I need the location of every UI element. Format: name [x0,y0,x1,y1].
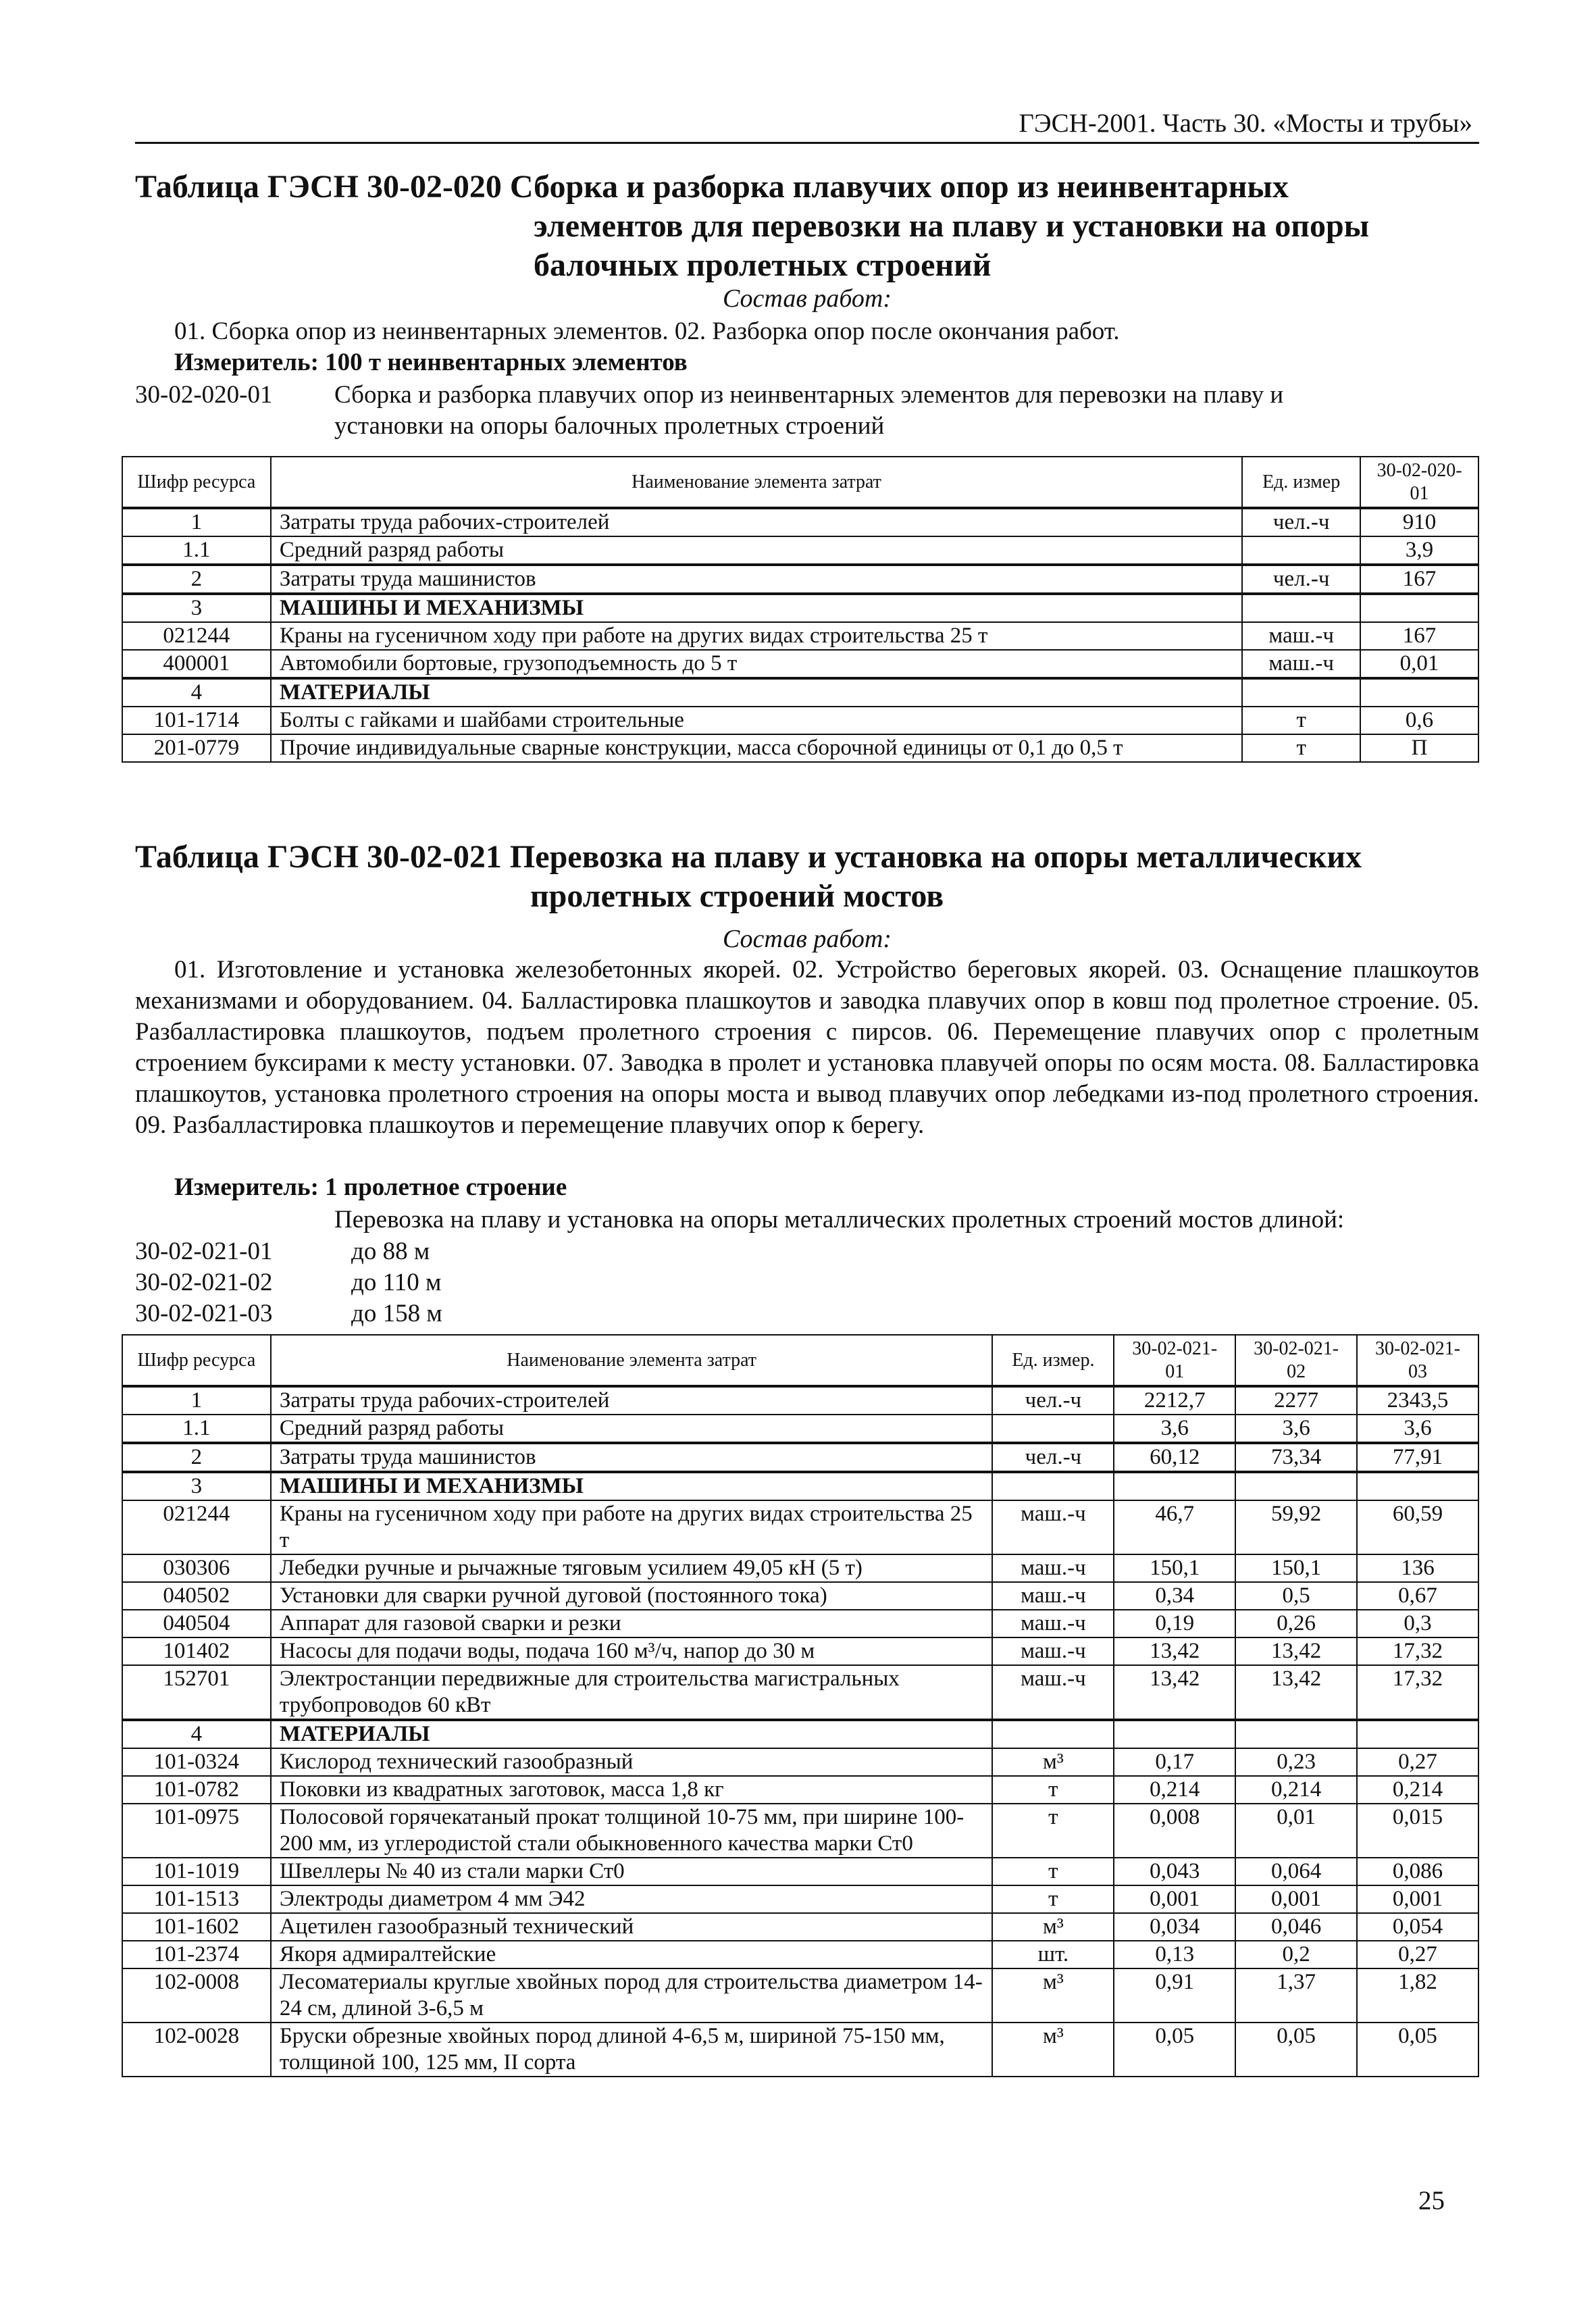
row-unit: маш.-ч [992,1665,1114,1720]
row-value: 167 [1360,622,1478,650]
row-value: 0,27 [1357,1941,1478,1968]
row-value: 167 [1360,565,1478,594]
row-code: 030306 [122,1554,271,1582]
row-value [1114,1472,1235,1500]
row-unit: м³ [992,1748,1114,1776]
row-value: 0,2 [1235,1941,1357,1968]
table-row [122,565,1478,594]
row-code: 101-1513 [122,1885,271,1913]
row-unit [992,1472,1114,1500]
row-name: Средний разряд работы [271,536,1242,565]
row-value [1357,1720,1478,1748]
row-name: Прочие индивидуальные сварные конструкции, масса сборочной единицы от 0,1 до 0,5 т [271,734,1242,762]
row-unit: т [992,1858,1114,1885]
row-unit: маш.-ч [1242,650,1360,678]
table2-header-name: Наименование элемента затрат [271,1335,993,1386]
row-unit: маш.-ч [992,1610,1114,1637]
row-value: 0,214 [1357,1776,1478,1804]
row-code: 1 [122,1386,271,1415]
row-code: 1 [122,508,271,536]
table2-item-desc: до 88 м [351,1238,430,1265]
table-row [122,1720,1478,1748]
row-value: 59,92 [1235,1500,1357,1554]
table2-item-code: 30-02-021-03 [135,1300,273,1327]
row-value: П [1360,734,1478,762]
row-value: 0,001 [1235,1885,1357,1913]
row-value: 77,91 [1357,1443,1478,1472]
row-value [1235,1472,1357,1500]
table-row [122,1500,1478,1554]
table1-header-col1: 30-02-020-01 [1360,457,1478,508]
page-number: 25 [1418,2186,1445,2215]
row-unit: м³ [992,1913,1114,1941]
row-value: 0,91 [1114,1968,1235,2023]
row-value: 0,67 [1357,1582,1478,1610]
row-value: 3,6 [1235,1415,1357,1443]
table-row [122,1776,1478,1804]
table2-item-code: 30-02-021-02 [135,1269,273,1296]
table-row [122,1472,1478,1500]
table-row [122,1610,1478,1637]
table1-header-code: Шифр ресурса [122,457,271,508]
row-code: 101-1714 [122,707,271,734]
row-value: 2212,7 [1114,1386,1235,1415]
row-unit: чел.-ч [1242,565,1360,594]
table-row [122,1415,1478,1443]
row-value: 17,32 [1357,1637,1478,1665]
row-unit: т [992,1885,1114,1913]
row-code: 4 [122,1720,271,1748]
table1-composition-text: 01. Сборка опор из неинвентарных элементов. 02. Разборка опор после окончания работ. [174,317,1120,345]
row-unit: т [992,1804,1114,1858]
row-value: 0,3 [1357,1610,1478,1637]
row-value [1114,1720,1235,1748]
row-value [1357,1472,1478,1500]
row-value: 13,42 [1114,1665,1235,1720]
table1-title [135,168,1479,285]
row-value: 0,27 [1357,1748,1478,1776]
table2-header-col3: 30-02-021-03 [1357,1335,1478,1386]
row-code: 040504 [122,1610,271,1637]
table1-composition-label: Состав работ: [722,284,892,313]
table-row [122,536,1478,565]
row-code: 101-0975 [122,1804,271,1858]
row-value: 910 [1360,508,1478,536]
row-name: Болты с гайками и шайбами строительные [271,707,1242,734]
row-value: 0,01 [1360,650,1478,678]
table-row [122,1968,1478,2023]
row-name: Швеллеры № 40 из стали марки Ст0 [271,1858,993,1885]
row-name: Автомобили бортовые, грузоподъемность до 5 т [271,650,1242,678]
row-code: 102-0028 [122,2023,271,2077]
row-code: 2 [122,565,271,594]
table1-cost-table [122,456,1479,763]
row-value: 0,214 [1235,1776,1357,1804]
row-name: Насосы для подачи воды, подача 160 м³/ч, напор до 30 м [271,1637,993,1665]
row-value: 0,054 [1357,1913,1478,1941]
table-row [122,622,1478,650]
row-value: 150,1 [1235,1554,1357,1582]
row-code: 1.1 [122,1415,271,1443]
row-unit: т [992,1776,1114,1804]
table-row [122,594,1478,622]
row-code: 2 [122,1443,271,1472]
table1-meter: Измеритель: 100 т неинвентарных элементов [174,349,688,376]
table-row [122,734,1478,762]
row-code: 021244 [122,622,271,650]
row-value: 0,015 [1357,1804,1478,1858]
table-row [122,2023,1478,2077]
row-value: 60,12 [1114,1443,1235,1472]
row-name: МАТЕРИАЛЫ [271,1720,993,1748]
table1-header-name: Наименование элемента затрат [271,457,1242,508]
row-value: 3,6 [1114,1415,1235,1443]
table2-body [122,1386,1478,2077]
row-unit [1242,678,1360,707]
row-value: 0,17 [1114,1748,1235,1776]
row-unit: т [1242,734,1360,762]
row-unit: т [1242,707,1360,734]
row-unit: маш.-ч [1242,622,1360,650]
row-value: 0,23 [1235,1748,1357,1776]
row-value: 3,6 [1357,1415,1478,1443]
running-header: ГЭСН-2001. Часть 30. «Мосты и трубы» [1019,109,1472,138]
row-code: 101-1019 [122,1858,271,1885]
row-unit: шт. [992,1941,1114,1968]
table2-composition-label: Состав работ: [722,925,892,953]
row-code: 021244 [122,1500,271,1554]
table2-meter: Измеритель: 1 пролетное строение [174,1173,567,1201]
table1-item-desc: Сборка и разборка плавучих опор из неинвентарных элементов для перевозки на плаву и установки на опоры балочных пролетных строений [334,381,1284,440]
row-name: Аппарат для газовой сварки и резки [271,1610,993,1637]
table1-title-line1: Таблица ГЭСН 30-02-020 Сборка и разборка плавучих опор из неинвентарных [135,169,1289,205]
table2-item-desc: до 158 м [351,1300,442,1327]
row-value: 46,7 [1114,1500,1235,1554]
row-value: 3,9 [1360,536,1478,565]
row-unit: м³ [992,2023,1114,2077]
table2-item-desc: до 110 м [351,1269,442,1296]
row-code: 4 [122,678,271,707]
table1-title-line3: балочных пролетных строений [534,247,992,283]
row-code: 400001 [122,650,271,678]
row-value: 2277 [1235,1386,1357,1415]
row-unit: чел.-ч [992,1443,1114,1472]
table2-title-line2: пролетных строений мостов [530,878,944,914]
table2-title [135,838,1479,916]
row-value [1235,1720,1357,1748]
row-name: Электроды диаметром 4 мм Э42 [271,1885,993,1913]
row-code: 101-2374 [122,1941,271,1968]
row-unit [992,1415,1114,1443]
row-code: 101-1602 [122,1913,271,1941]
row-name: Полосовой горячекатаный прокат толщиной 10-75 мм, при ширине 100-200 мм, из углеродистой стали обыкновенного качества марки Ст0 [271,1804,993,1858]
row-code: 101-0324 [122,1748,271,1776]
row-code: 201-0779 [122,734,271,762]
row-unit: чел.-ч [1242,508,1360,536]
row-value: 1,82 [1357,1968,1478,2023]
row-value: 0,19 [1114,1610,1235,1637]
row-unit: маш.-ч [992,1500,1114,1554]
row-name: МАШИНЫ И МЕХАНИЗМЫ [271,1472,993,1500]
row-value: 0,05 [1235,2023,1357,2077]
row-code: 1.1 [122,536,271,565]
row-name: Поковки из квадратных заготовок, масса 1,8 кг [271,1776,993,1804]
row-name: Затраты труда машинистов [271,1443,993,1472]
row-value: 0,01 [1235,1804,1357,1858]
row-value: 0,086 [1357,1858,1478,1885]
row-unit: маш.-ч [992,1554,1114,1582]
table-row [122,1554,1478,1582]
row-name: Бруски обрезные хвойных пород длиной 4-6,5 м, шириной 75-150 мм, толщиной 100, 125 мм, II сорта [271,2023,993,2077]
table1-title-line2: элементов для перевозки на плаву и установки на опоры [534,208,1370,244]
table2-header-code: Шифр ресурса [122,1335,271,1386]
row-value: 17,32 [1357,1665,1478,1720]
table1-body [122,508,1478,762]
row-value: 0,046 [1235,1913,1357,1941]
table-row [122,508,1478,536]
row-value: 0,13 [1114,1941,1235,1968]
row-name: Установки для сварки ручной дуговой (постоянного тока) [271,1582,993,1610]
table2-item [135,1236,442,1267]
row-value [1360,594,1478,622]
table-row [122,678,1478,707]
row-value: 2343,5 [1357,1386,1478,1415]
row-code: 3 [122,594,271,622]
table-row [122,1804,1478,1858]
table-row [122,1582,1478,1610]
table2-header-unit: Ед. измер. [992,1335,1114,1386]
row-name: Кислород технический газообразный [271,1748,993,1776]
header-divider [135,142,1479,144]
table2-composition-text: 01. Изготовление и установка железобетонных якорей. 02. Устройство береговых якорей. 03. Оснащение плашкоутов механизмами и оборудованием. 04. Балластировка плашкоутов и заводка плавучих опор в ковш под пролетное строение. 05. Разбалластировка плашкоутов, подъем пролетного строения с пирсов. 06. Перемещение плавучих опор с пролетным строением буксирами к месту установки. 07. Заводка в пролет и установка плавучей опоры по осям моста. 08. Балластировка плашкоутов, установка пролетного строения на опоры моста и вывод плавучих опор лебедками из-под пролетного строения. 09. Разбалластировка плашкоутов и перемещение плавучих опор к берегу. [135,956,1479,1139]
row-code: 040502 [122,1582,271,1610]
row-value: 150,1 [1114,1554,1235,1582]
row-value: 0,001 [1114,1885,1235,1913]
row-unit: маш.-ч [992,1582,1114,1610]
row-value: 13,42 [1235,1665,1357,1720]
table2-item [135,1298,442,1329]
row-unit: маш.-ч [992,1637,1114,1665]
row-value: 0,6 [1360,707,1478,734]
table2-header-col1: 30-02-021-01 [1114,1335,1235,1386]
row-value: 136 [1357,1554,1478,1582]
row-unit: м³ [992,1968,1114,2023]
row-value: 0,05 [1357,2023,1478,2077]
row-name: Ацетилен газообразный технический [271,1913,993,1941]
table2-header-col2: 30-02-021-02 [1235,1335,1357,1386]
row-name: Электростанции передвижные для строительства магистральных трубопроводов 60 кВт [271,1665,993,1720]
table2-cost-table [122,1334,1479,2077]
row-name: Краны на гусеничном ходу при работе на других видах строительства 25 т [271,622,1242,650]
table2-item-code: 30-02-021-01 [135,1238,273,1265]
row-value: 60,59 [1357,1500,1478,1554]
row-name: Якоря адмиралтейские [271,1941,993,1968]
row-code: 152701 [122,1665,271,1720]
row-unit [992,1720,1114,1748]
row-name: МАШИНЫ И МЕХАНИЗМЫ [271,594,1242,622]
table1-header-unit: Ед. измер [1242,457,1360,508]
row-unit [1242,536,1360,565]
row-value: 0,008 [1114,1804,1235,1858]
row-name: МАТЕРИАЛЫ [271,678,1242,707]
row-value: 0,26 [1235,1610,1357,1637]
table2-item [135,1267,442,1298]
row-value: 0,214 [1114,1776,1235,1804]
row-code: 101-0782 [122,1776,271,1804]
row-value [1360,678,1478,707]
row-value: 0,5 [1235,1582,1357,1610]
row-name: Лесоматериалы круглые хвойных пород для строительства диаметром 14-24 см, длиной 3-6,5 м [271,1968,993,2023]
row-value: 0,043 [1114,1858,1235,1885]
table2-item-list [135,1236,442,1329]
table-row [122,1941,1478,1968]
table-row [122,1665,1478,1720]
row-code: 102-0008 [122,1968,271,2023]
table-row [122,1748,1478,1776]
row-name: Краны на гусеничном ходу при работе на других видах строительства 25 т [271,1500,993,1554]
row-value: 0,034 [1114,1913,1235,1941]
row-name: Затраты труда рабочих-строителей [271,1386,993,1415]
table-row [122,1858,1478,1885]
table-row [122,707,1478,734]
row-name: Затраты труда рабочих-строителей [271,508,1242,536]
row-value: 73,34 [1235,1443,1357,1472]
row-code: 3 [122,1472,271,1500]
table-row [122,1885,1478,1913]
row-name: Лебедки ручные и рычажные тяговым усилием 49,05 кН (5 т) [271,1554,993,1582]
table-row [122,1443,1478,1472]
row-code: 101402 [122,1637,271,1665]
row-name: Затраты труда машинистов [271,565,1242,594]
table2-title-line1: Таблица ГЭСН 30-02-021 Перевозка на плаву и установка на опоры металлических [135,839,1362,875]
row-value: 0,064 [1235,1858,1357,1885]
row-value: 13,42 [1235,1637,1357,1665]
row-value: 0,001 [1357,1885,1478,1913]
row-unit [1242,594,1360,622]
table2-item-intro: Перевозка на плаву и установка на опоры металлических пролетных строений мостов длиной: [334,1206,1345,1234]
row-name: Средний разряд работы [271,1415,993,1443]
table-row [122,650,1478,678]
row-value: 1,37 [1235,1968,1357,2023]
table-row [122,1386,1478,1415]
table-row [122,1913,1478,1941]
row-unit: чел.-ч [992,1386,1114,1415]
row-value: 0,34 [1114,1582,1235,1610]
table1-item-code: 30-02-020-01 [135,381,273,409]
table-row [122,1637,1478,1665]
row-value: 0,05 [1114,2023,1235,2077]
row-value: 13,42 [1114,1637,1235,1665]
